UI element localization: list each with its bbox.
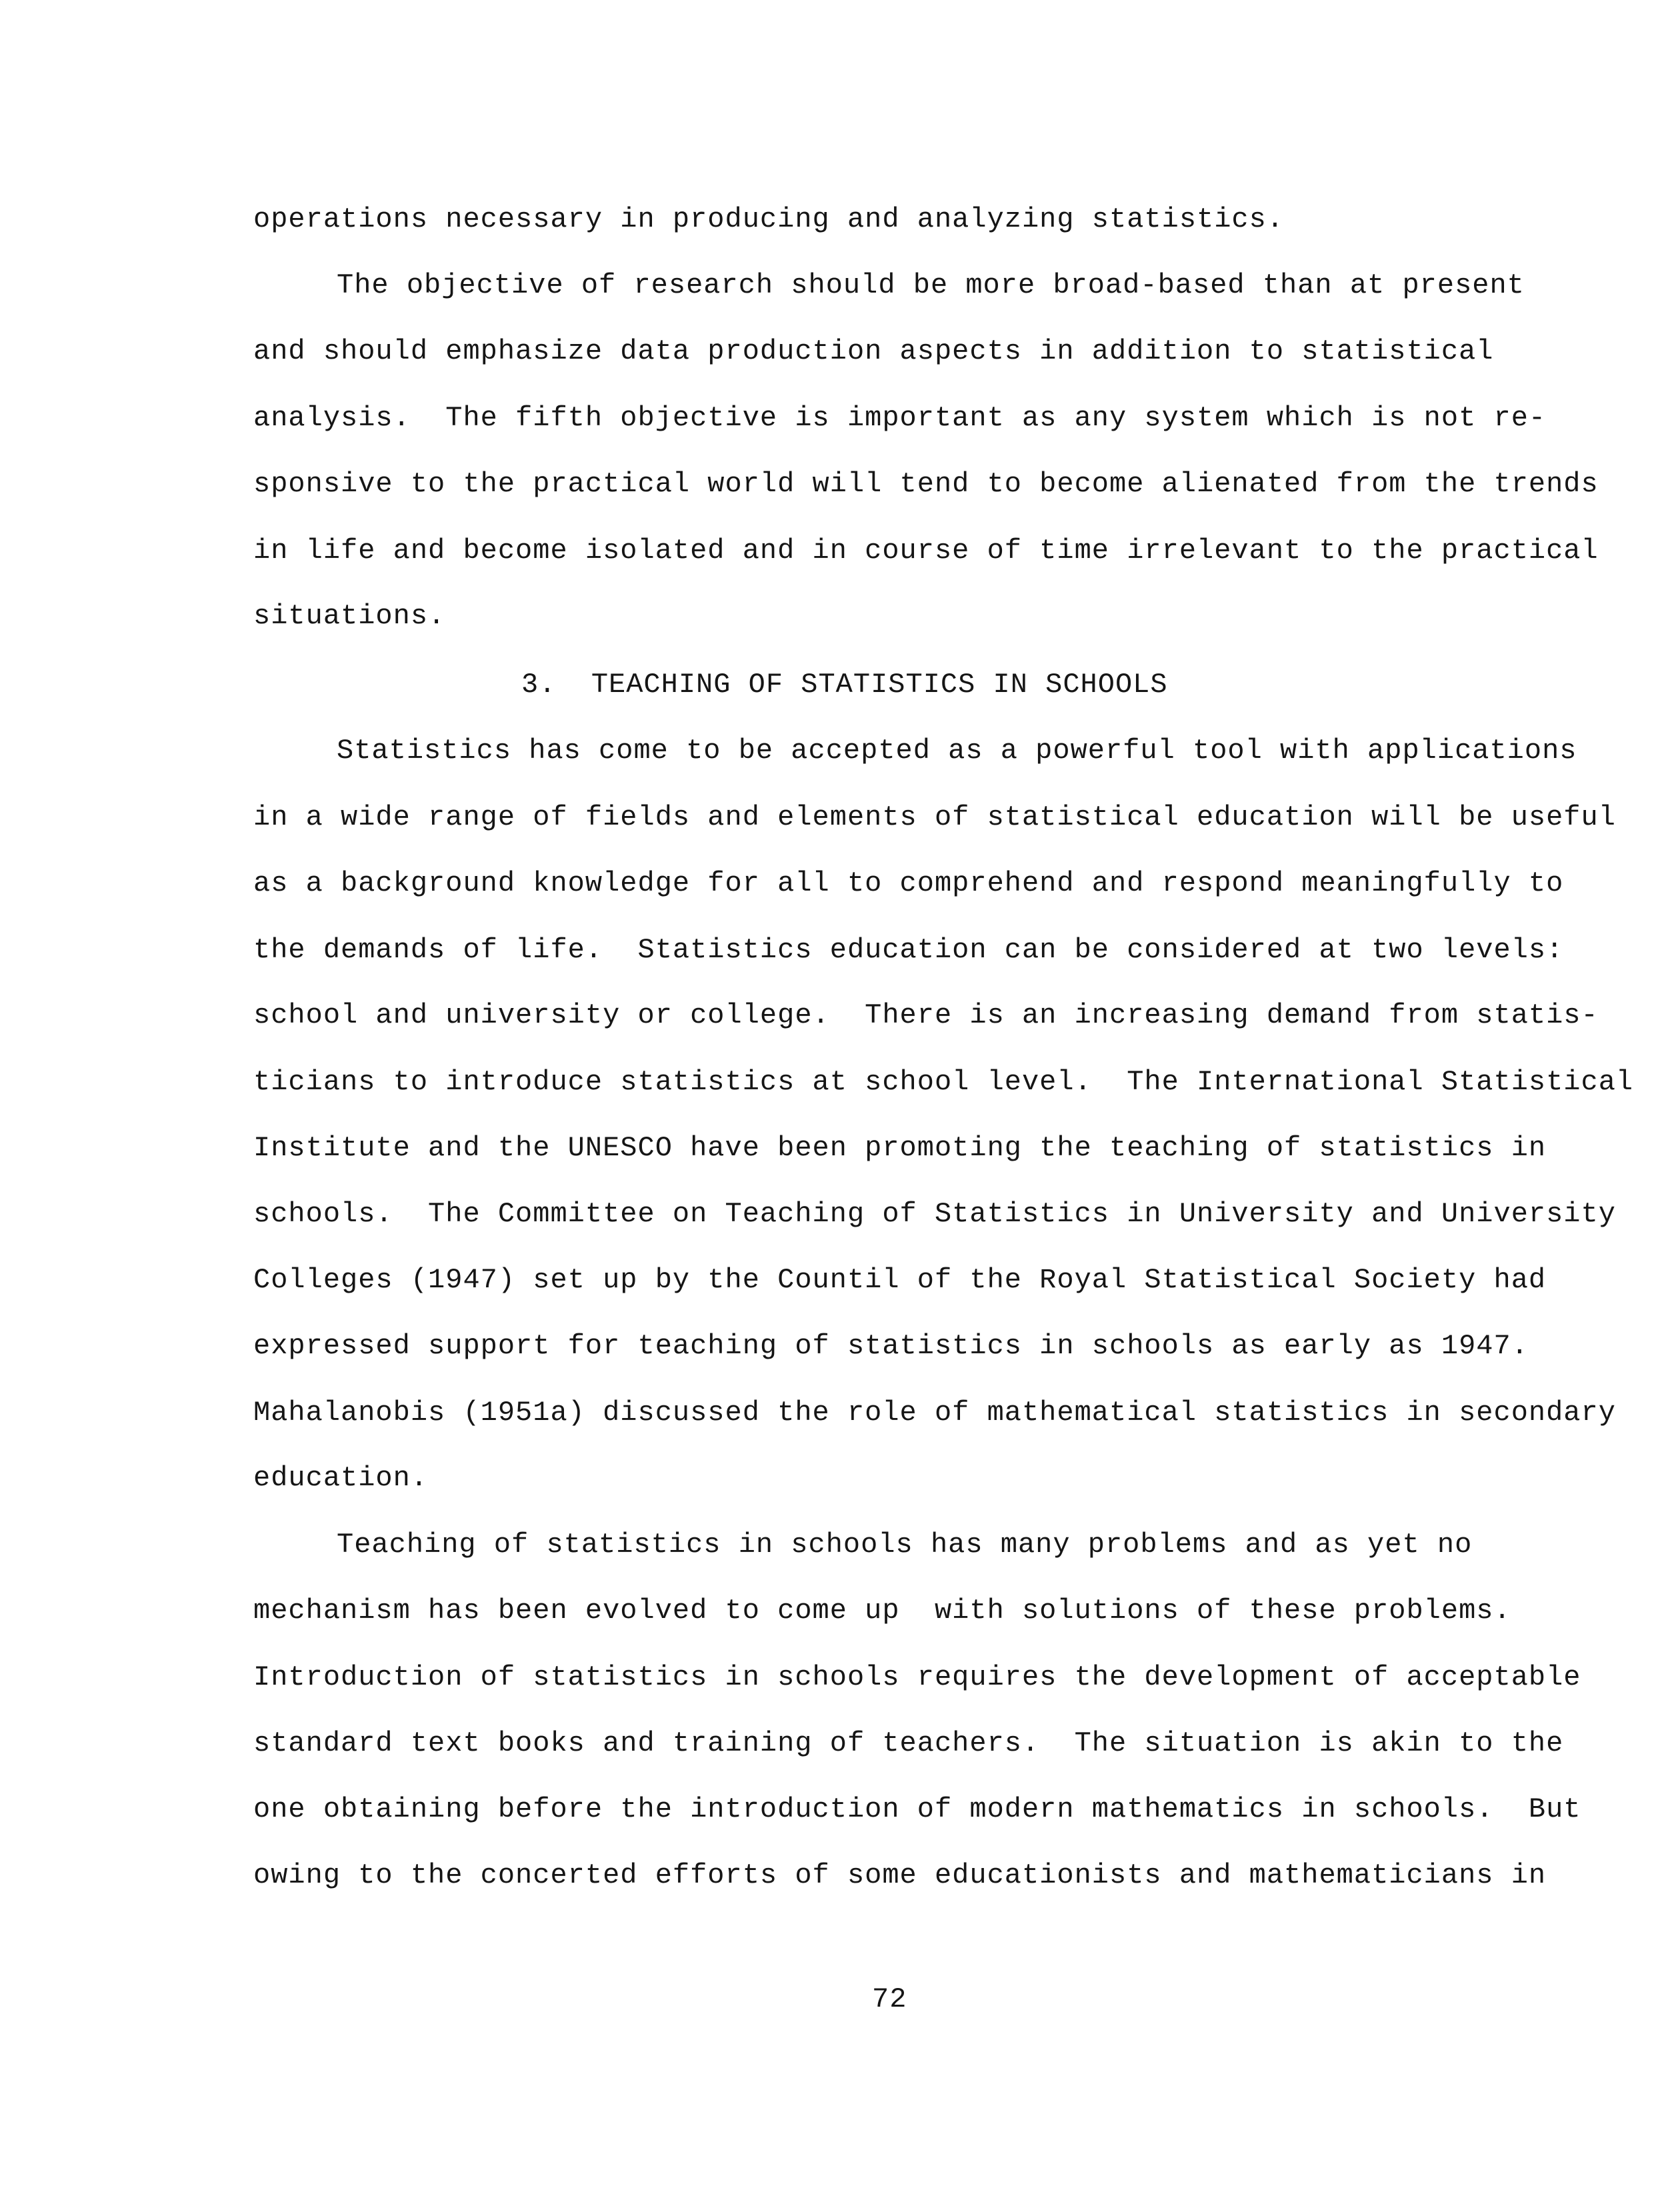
paragraph-4-line-1: Teaching of statistics in schools has many problems and as yet no xyxy=(337,1529,1473,1561)
paragraph-1-line-1: operations necessary in producing and analyzing statistics. xyxy=(253,203,1285,235)
paragraph-2-line-2: and should emphasize data production aspects in addition to statistical xyxy=(253,335,1494,367)
paragraph-3-line-10: expressed support for teaching of statistics in schools as early as 1947. xyxy=(253,1330,1529,1362)
paragraph-2-line-5: in life and become isolated and in course of time irrelevant to the practical xyxy=(253,535,1599,567)
page-number: 72 xyxy=(872,1983,907,2015)
paragraph-3-line-4: the demands of life. Statistics education can be considered at two levels: xyxy=(253,934,1564,966)
paragraph-3-line-11: Mahalanobis (1951a) discussed the role of mathematical statistics in secondary xyxy=(253,1397,1616,1429)
paragraph-4-line-3: Introduction of statistics in schools requires the development of acceptable xyxy=(253,1661,1581,1693)
paragraph-3-line-3: as a background knowledge for all to comprehend and respond meaningfully to xyxy=(253,867,1564,899)
paragraph-3-line-9: Colleges (1947) set up by the Countil of the Royal Statistical Society had xyxy=(253,1264,1547,1296)
paragraph-3-line-7: Institute and the UNESCO have been promoting the teaching of statistics in xyxy=(253,1132,1547,1164)
paragraph-4-line-6: owing to the concerted efforts of some educationists and mathematicians in xyxy=(253,1859,1547,1891)
paragraph-3-line-2: in a wide range of fields and elements of statistical education will be useful xyxy=(253,801,1616,833)
paragraph-3-line-1: Statistics has come to be accepted as a powerful tool with applications xyxy=(337,735,1577,767)
paragraph-3-line-6: ticians to introduce statistics at school level. The International Statistical xyxy=(253,1066,1634,1098)
section-heading: 3. TEACHING OF STATISTICS IN SCHOOLS xyxy=(521,669,1168,701)
paragraph-2-line-1: The objective of research should be more broad-based than at present xyxy=(337,269,1525,301)
paragraph-2-line-4: sponsive to the practical world will tend to become alienated from the trends xyxy=(253,468,1599,500)
paragraph-4-line-5: one obtaining before the introduction of modern mathematics in schools. But xyxy=(253,1793,1581,1825)
paragraph-4-line-2: mechanism has been evolved to come up with solutions of these problems. xyxy=(253,1595,1511,1627)
paragraph-3-line-8: schools. The Committee on Teaching of Statistics in University and University xyxy=(253,1198,1616,1230)
paragraph-4-line-4: standard text books and training of teachers. The situation is akin to the xyxy=(253,1727,1564,1759)
paragraph-2-line-6: situations. xyxy=(253,600,446,632)
paragraph-2-line-3: analysis. The fifth objective is important as any system which is not re- xyxy=(253,402,1547,434)
paragraph-3-line-5: school and university or college. There is an increasing demand from statis- xyxy=(253,999,1599,1031)
paragraph-3-line-12: education. xyxy=(253,1462,429,1494)
